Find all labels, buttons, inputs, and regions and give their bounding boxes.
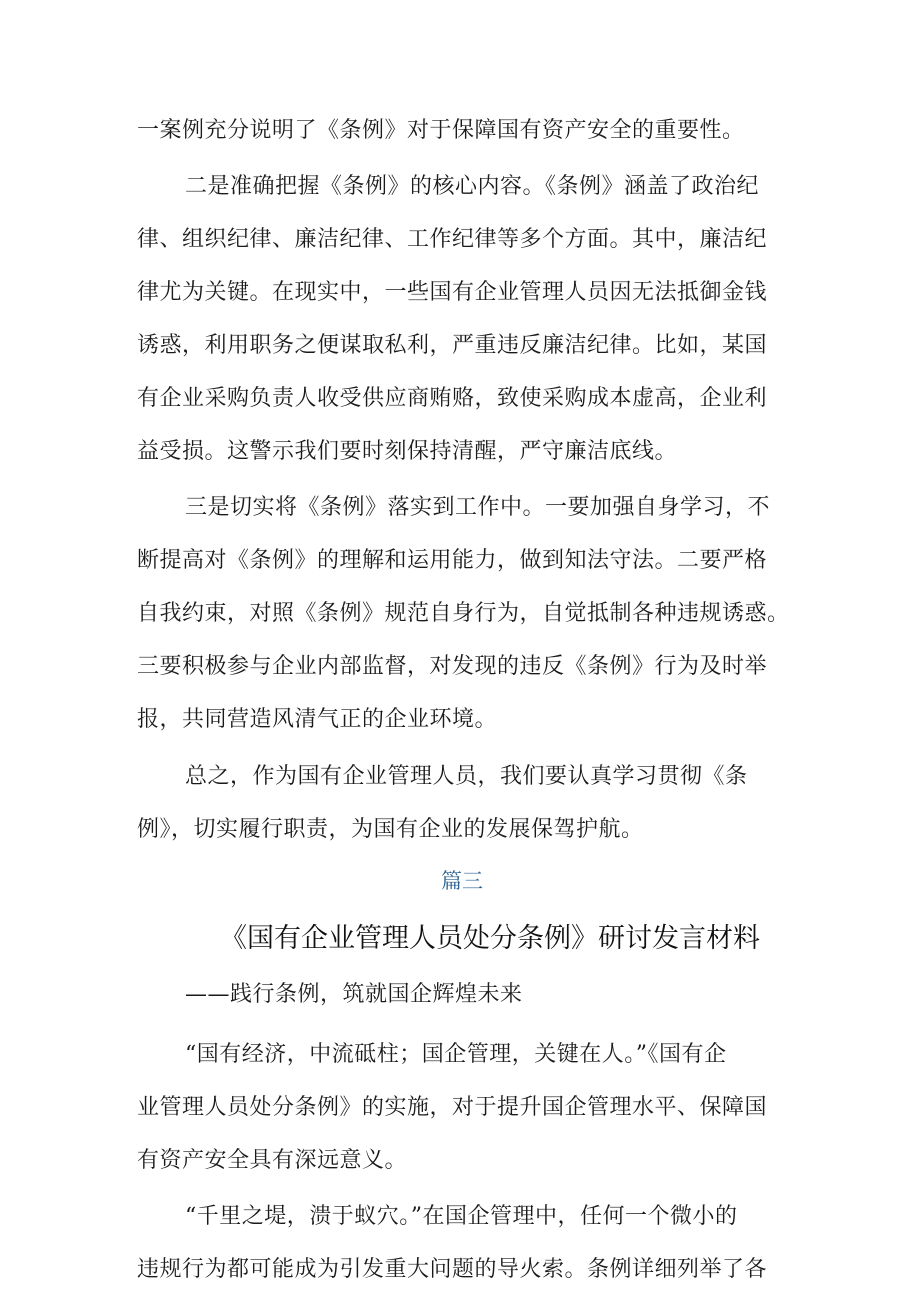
paragraph-2-line-1: 二是准确把握《条例》的核心内容。《条例》涵盖了政治纪	[185, 174, 760, 199]
section-label: 篇三	[441, 869, 483, 893]
paragraph-6-line-2: 违规行为都可能成为引发重大问题的导火索。条例详细列举了各	[137, 1257, 768, 1282]
paragraph-2-line-5: 有企业采购负责人收受供应商贿赂，致使采购成本虚高，企业利	[137, 386, 768, 411]
paragraph-6-line-1: “千里之堤，溃于蚁穴。”在国企管理中，任何一个微小的	[185, 1204, 738, 1229]
paragraph-5-line-2: 业管理人员处分条例》的实施，对于提升国企管理水平、保障国	[137, 1095, 768, 1120]
paragraph-5-line-3: 有资产安全具有深远意义。	[137, 1148, 408, 1173]
paragraph-3-line-1: 三是切实将《条例》落实到工作中。一要加强自身学习，不	[185, 495, 771, 520]
paragraph-2-line-2: 律、组织纪律、廉洁纪律、工作纪律等多个方面。其中，廉洁纪	[137, 227, 768, 252]
paragraph-2-line-3: 律尤为关键。在现实中，一些国有企业管理人员因无法抵御金钱	[137, 280, 768, 305]
section-title: 《国有企业管理人员处分条例》研讨发言材料	[220, 923, 760, 954]
paragraph-2-line-6: 益受损。这警示我们要时刻保持清醒，严守廉洁底线。	[137, 439, 678, 464]
paragraph-5-line-1: “国有经济，中流砥柱；国企管理，关键在人。”《国有企	[185, 1042, 727, 1067]
paragraph-1-line-1: 一案例充分说明了《条例》对于保障国有资产安全的重要性。	[137, 118, 745, 143]
paragraph-3-line-3: 自我约束，对照《条例》规范自身行为，自觉抵制各种违规诱惑。	[137, 601, 790, 626]
paragraph-3-line-4: 三要积极参与企业内部监督，对发现的违反《条例》行为及时举	[137, 654, 768, 679]
paragraph-3-line-5: 报，共同营造风清气正的企业环境。	[137, 707, 498, 732]
paragraph-3-line-2: 断提高对《条例》的理解和运用能力，做到知法守法。二要严格	[137, 548, 768, 573]
section-subtitle: ——践行条例，筑就国企辉煌未来	[185, 982, 523, 1007]
paragraph-2-line-4: 诱惑，利用职务之便谋取私利，严重违反廉洁纪律。比如，某国	[137, 333, 768, 358]
paragraph-4-line-2: 例》，切实履行职责，为国有企业的发展保驾护航。	[137, 817, 644, 842]
paragraph-4-line-1: 总之，作为国有企业管理人员，我们要认真学习贯彻《条	[185, 764, 748, 789]
